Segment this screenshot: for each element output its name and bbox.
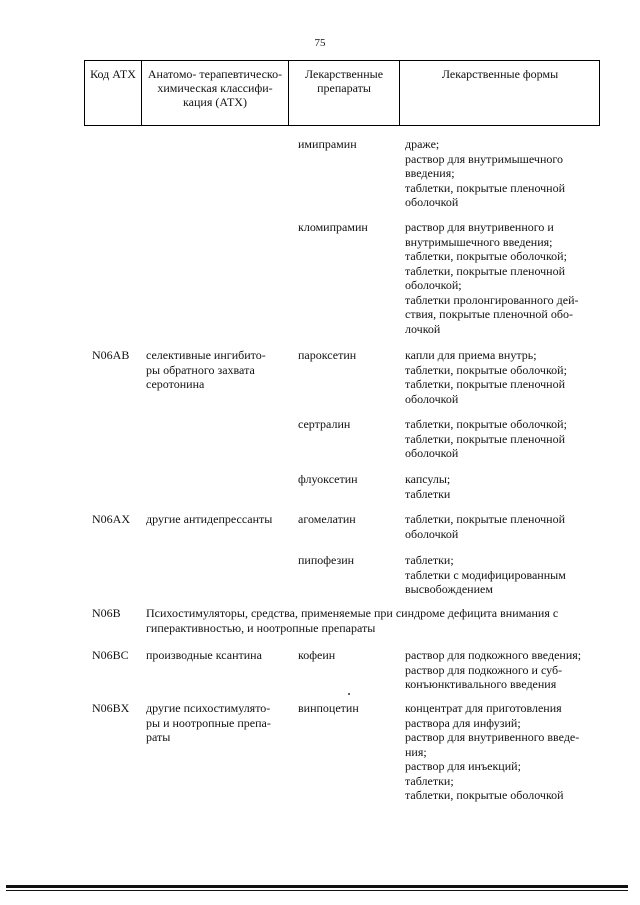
atc-code: N06AB xyxy=(92,348,130,362)
dosage-forms: раствор для внутривенного и внутримышечного введения; таблетки, покрытые оболочкой; таблетки, покрытые пленочной оболочкой; таблетки пролонгированного дей- ствия, покрытые пленочной обо- лочкой xyxy=(405,220,579,336)
drug-name: винпоцетин xyxy=(298,701,359,715)
atc-classification: производные ксантина xyxy=(146,648,262,662)
dosage-forms: драже; раствор для внутримышечного введения; таблетки, покрытые пленочной оболочкой xyxy=(405,137,566,209)
drug-name: имипрамин xyxy=(298,137,357,151)
drug-name: сертралин xyxy=(298,417,351,431)
atc-group-title: Психостимуляторы, средства, применяемые при синдроме дефицита внимания с гиперактивностью, и ноотропные препараты xyxy=(146,606,559,635)
atc-code: N06BX xyxy=(92,701,130,715)
header-classification: Анатомо- терапевтическо- химическая классифи- кация (АТХ) xyxy=(147,67,283,109)
header-code: Код АТХ xyxy=(90,67,136,81)
drug-name: пипофезин xyxy=(298,553,355,567)
page-number: 75 xyxy=(314,37,326,49)
atc-classification: другие антидепрессанты xyxy=(146,512,273,526)
drug-name: флуоксетин xyxy=(298,472,358,486)
drug-name: кломипрамин xyxy=(298,220,368,234)
drug-name: агомелатин xyxy=(298,512,356,526)
atc-classification: селективные ингибито- ры обратного захвата серотонина xyxy=(146,348,266,391)
stray-mark xyxy=(348,693,350,695)
atc-code: N06B xyxy=(92,606,121,620)
dosage-forms: капсулы; таблетки xyxy=(405,472,451,501)
table-header xyxy=(84,60,600,126)
header-drugs: Лекарственные препараты xyxy=(304,67,384,95)
header-forms: Лекарственные формы xyxy=(441,67,559,81)
dosage-forms: концентрат для приготовления раствора для инфузий; раствор для внутривенного введе- ния; раствор для инъекций; таблетки; таблетки, покрытые оболочкой xyxy=(405,701,580,802)
dosage-forms: таблетки, покрытые пленочной оболочкой xyxy=(405,512,566,541)
atc-classification: другие психостимулято- ры и ноотропные препа- раты xyxy=(146,701,271,744)
dosage-forms: таблетки; таблетки с модифицированным высвобождением xyxy=(405,553,566,596)
drug-name: пароксетин xyxy=(298,348,357,362)
bottom-rule-thin xyxy=(6,890,628,891)
dosage-forms: раствор для подкожного введения; раствор для подкожного и суб- конъюнктивального введения xyxy=(405,648,582,691)
drug-name: кофеин xyxy=(298,648,336,662)
dosage-forms: капли для приема внутрь; таблетки, покрытые оболочкой; таблетки, покрытые пленочной оболочкой xyxy=(405,348,567,406)
bottom-rule xyxy=(6,885,628,888)
dosage-forms: таблетки, покрытые оболочкой; таблетки, покрытые пленочной оболочкой xyxy=(405,417,567,460)
atc-code: N06AX xyxy=(92,512,130,526)
atc-code: N06BC xyxy=(92,648,129,662)
